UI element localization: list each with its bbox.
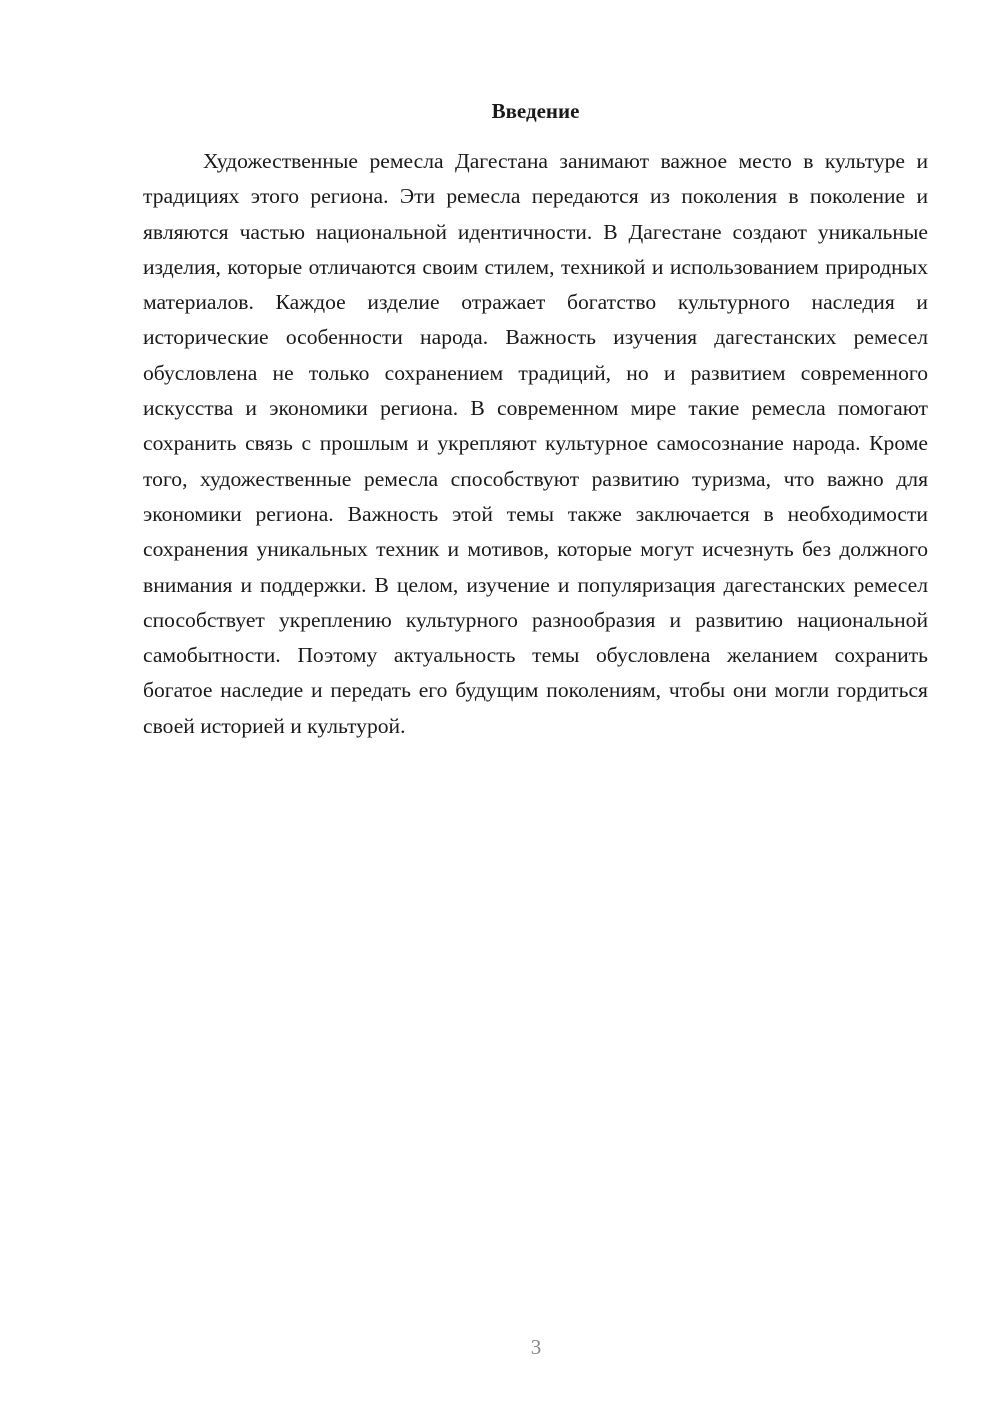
- section-heading: Введение: [491, 99, 580, 123]
- page-number: 3: [530, 1335, 542, 1359]
- body-paragraph: Художественные ремесла Дагестана занимают важное место в культуре и традициях этого региона. Эти ремесла передаются из поколения в поколение и являются частью национальной идентичности. В Дагестане создают уникальные изделия, которые отличаются своим стилем, техникой и использованием природных материалов. Каждое изделие отражает богатство культурного наследия и исторические особенности народа. Важность изучения дагестанских ремесел обусловлена не только сохранением традиций, но и развитием современного искусства и экономики региона. В современном мире такие ремесла помогают сохранить связь с прошлым и укрепляют культурное самосознание народа. Кроме того, художественные ремесла способствуют развитию туризма, что важно для экономики региона. Важность этой темы также заключается в необходимости сохранения уникальных техник и мотивов, которые могут исчезнуть без должного внимания и поддержки. В целом, изучение и популяризация дагестанских ремесел способствует укреплению культурного разнообразия и развитию национальной самобытности. Поэтому актуальность темы обусловлена желанием сохранить богатое наследие и передать его будущим поколениям, чтобы они могли гордиться своей историей и культурой.: [143, 149, 928, 738]
